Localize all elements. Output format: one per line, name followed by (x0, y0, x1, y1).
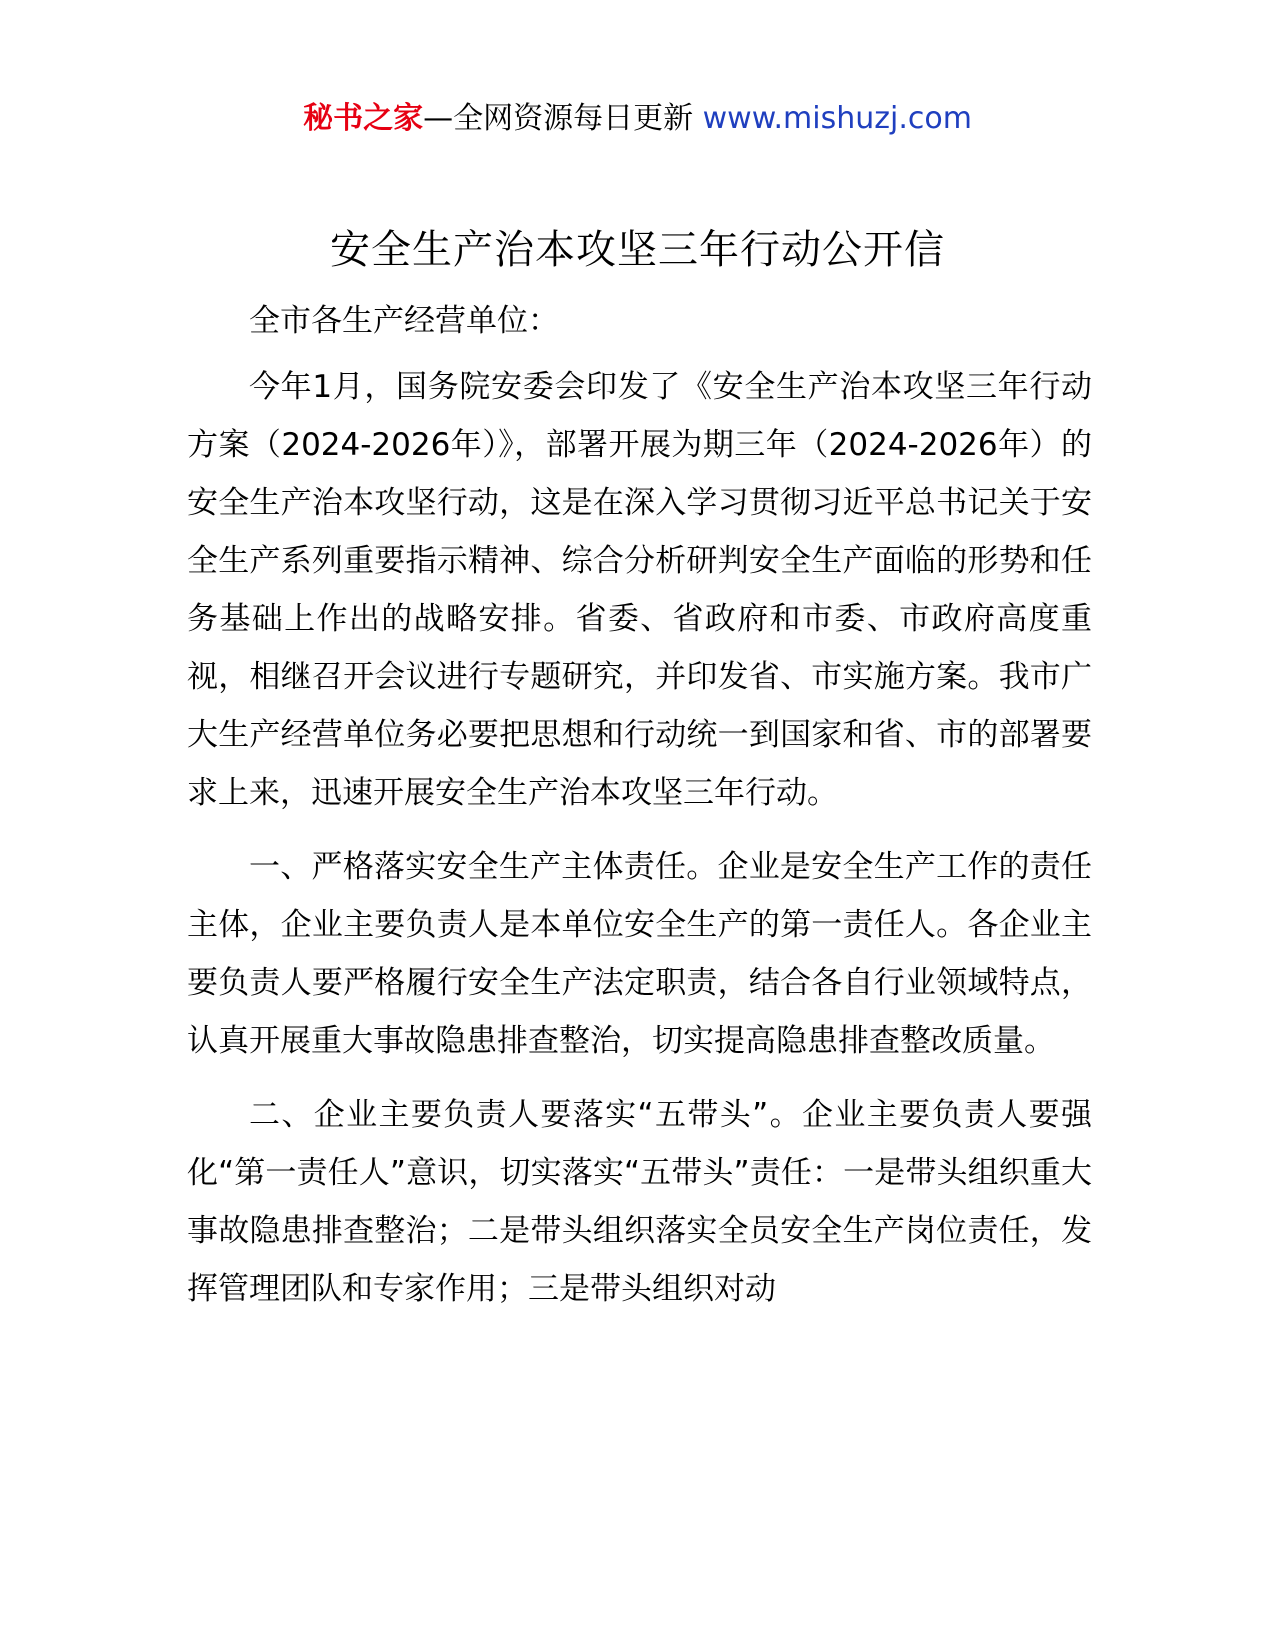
site-brand: 秘书之家 (303, 101, 424, 136)
paragraph-section-one: 一、严格落实安全生产主体责任。企业是安全生产工作的责任主体，企业主要负责人是本单位安全生产的第一责任人。各企业主要负责人要严格履行安全生产法定职责，结合各自行业领域特点，认真开展重大事故隐患排查整治，切实提高隐患排查整改质量。 (187, 849, 1092, 1059)
paragraph-intro: 今年1月，国务院安委会印发了《安全生产治本攻坚三年行动方案（2024-2026年）》，部署开展为期三年（2024-2026年）的安全生产治本攻坚行动，这是在深入学习贯彻习近平总书记关于安全生产系列重要指示精神、综合分析研判安全生产面临的形势和任务基础上作出的战略安排。省委、省政府和市委、市政府高度重视，相继召开会议进行专题研究，并印发省、市实施方案。我市广大生产经营单位务必要把思想和行动统一到国家和省、市的部署要求上来，迅速开展安全生产治本攻坚三年行动。 (187, 369, 1092, 811)
site-tagline: —全网资源每日更新 (423, 101, 703, 136)
document-body (187, 292, 1092, 1334)
site-header (0, 98, 1275, 140)
greeting: 全市各生产经营单位： (249, 303, 559, 339)
site-url-link[interactable]: www.mishuzj.com (702, 101, 972, 136)
document-title: 安全生产治本攻坚三年行动公开信 (330, 227, 945, 273)
paragraph-section-two: 二、企业主要负责人要落实“五带头”。企业主要负责人要强化“第一责任人”意识，切实落实“五带头”责任：一是带头组织重大事故隐患排查整治；二是带头组织落实全员安全生产岗位责任，发挥管理团队和专家作用；三是带头组织对动 (187, 1097, 1092, 1307)
